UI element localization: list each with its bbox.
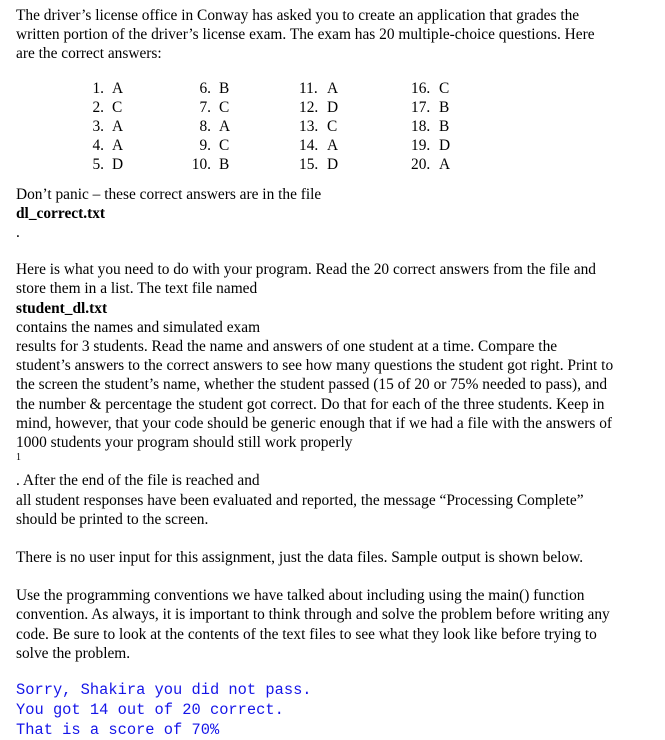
body-line: results for 3 students. Read the name and answers of one student at a time. Compare the xyxy=(16,338,558,356)
student-data-filename: student_dl.txt xyxy=(16,299,108,317)
question-number: 17. xyxy=(411,98,431,116)
question-number: 10. xyxy=(191,156,211,174)
question-number: 19. xyxy=(411,137,431,155)
output-line: You got 14 out of 20 correct. xyxy=(16,701,284,720)
intro-line: written portion of the driver’s license exam. The exam has 20 multiple-choice questions. Here xyxy=(16,26,595,44)
output-line: Sorry, Shakira you did not pass. xyxy=(16,681,312,700)
answer-column-4 xyxy=(411,79,450,175)
answer-item xyxy=(411,98,450,117)
answer-letter: D xyxy=(327,98,339,116)
answer-letter: B xyxy=(219,79,230,97)
answer-item xyxy=(411,136,450,155)
instructions-paragraph xyxy=(16,260,646,529)
intro-line: are the correct answers: xyxy=(16,45,162,63)
answer-letter: C xyxy=(439,79,450,97)
question-number: 7. xyxy=(199,98,211,116)
intro-line: The driver’s license office in Conway has asked you to create an application that grades the xyxy=(16,7,580,24)
answer-letter: A xyxy=(439,156,451,174)
answer-item xyxy=(299,79,338,98)
question-number: 16. xyxy=(411,79,431,97)
panic-text: Don’t panic – these correct answers are in the file xyxy=(16,185,322,203)
answer-item xyxy=(80,136,123,155)
question-number: 8. xyxy=(199,117,211,135)
answer-letter: A xyxy=(112,137,124,155)
question-number: 12. xyxy=(299,98,319,116)
body-line: student’s answers to the correct answers to see how many questions the student got right. Print to xyxy=(16,357,614,375)
body-line: all student responses have been evaluated and reported, the message “Processing Complete” xyxy=(16,491,584,509)
body-line: should be printed to the screen. xyxy=(16,510,209,528)
panic-line xyxy=(16,185,646,243)
answer-item xyxy=(299,98,338,117)
answer-letter: C xyxy=(112,98,123,116)
answer-letter: A xyxy=(112,117,124,135)
answer-item xyxy=(189,155,230,174)
intro-paragraph xyxy=(16,6,646,64)
question-number: 13. xyxy=(299,117,319,135)
answer-letter: C xyxy=(219,98,230,116)
correct-answers-filename: dl_correct.txt xyxy=(16,204,106,222)
answer-letter: C xyxy=(219,137,230,155)
answer-item xyxy=(299,155,338,174)
question-number: 14. xyxy=(299,137,319,155)
answer-letter: D xyxy=(112,156,124,174)
no-input-line: There is no user input for this assignment, just the data files. Sample output is shown below. xyxy=(16,549,584,567)
body-line: Here is what you need to do with your program. Read the 20 correct answers from the file and xyxy=(16,261,596,279)
answer-item xyxy=(299,117,338,136)
body-line: mind, however, that your code should be generic enough that if we had a file with the answers of xyxy=(16,414,613,432)
answer-item xyxy=(411,79,450,98)
answer-key xyxy=(16,79,646,175)
answer-item xyxy=(80,155,123,174)
answer-letter: A xyxy=(327,137,339,155)
output-line: That is a score of 70% xyxy=(16,721,220,740)
body-line xyxy=(16,279,646,337)
question-number: 4. xyxy=(92,137,104,155)
answer-letter: A xyxy=(327,79,339,97)
answer-item xyxy=(189,136,230,155)
conventions-paragraph xyxy=(16,586,646,663)
answer-item xyxy=(80,98,123,117)
question-number: 11. xyxy=(299,79,318,97)
no-input-note xyxy=(16,548,646,567)
answer-letter: B xyxy=(219,156,230,174)
answer-letter: C xyxy=(327,117,338,135)
question-number: 18. xyxy=(411,117,431,135)
answer-item xyxy=(189,79,230,98)
answer-column-3 xyxy=(299,79,338,175)
conventions-line: convention. As always, it is important to think through and solve the problem before writing any xyxy=(16,606,610,624)
body-text: 1000 students your program should still work properly xyxy=(16,434,353,452)
answer-column-1 xyxy=(80,79,123,175)
answer-item xyxy=(189,98,230,117)
answer-letter: D xyxy=(327,156,339,174)
body-line: the number & percentage the student got correct. Do that for each of the three students. Keep in xyxy=(16,395,605,413)
question-number: 20. xyxy=(411,156,431,174)
footnote-marker: 1 xyxy=(16,452,21,464)
answer-column-2 xyxy=(189,79,230,175)
conventions-line: Use the programming conventions we have talked about including using the main() function xyxy=(16,587,585,605)
panic-note xyxy=(16,185,646,243)
conventions-line: code. Be sure to look at the contents of the text files to see what they look like before trying to xyxy=(16,625,597,643)
body-text: . After the end of the file is reached and xyxy=(16,472,260,490)
answer-item xyxy=(189,117,230,136)
panic-period: . xyxy=(16,224,20,242)
assignment-document xyxy=(16,6,646,740)
question-number: 2. xyxy=(92,98,104,116)
answer-item xyxy=(299,136,338,155)
body-line xyxy=(16,433,646,491)
question-number: 5. xyxy=(92,156,104,174)
question-number: 1. xyxy=(92,79,104,97)
body-text: store them in a list. The text file named xyxy=(16,280,258,298)
answer-letter: A xyxy=(219,117,231,135)
answer-item xyxy=(411,117,450,136)
body-line: the screen the student’s name, whether the student passed (15 of 20 or 75% needed to pass), and xyxy=(16,376,608,394)
answer-item xyxy=(411,155,450,174)
conventions-line: solve the problem. xyxy=(16,644,131,662)
answer-letter: B xyxy=(439,98,450,116)
answer-item xyxy=(80,117,123,136)
question-number: 15. xyxy=(299,156,319,174)
answer-letter: A xyxy=(112,79,124,97)
body-text: contains the names and simulated exam xyxy=(16,318,261,336)
sample-output xyxy=(16,680,646,740)
question-number: 6. xyxy=(199,79,211,97)
answer-item xyxy=(80,79,123,98)
answer-letter: D xyxy=(439,137,451,155)
question-number: 9. xyxy=(199,137,211,155)
answer-letter: B xyxy=(439,117,450,135)
question-number: 3. xyxy=(92,117,104,135)
